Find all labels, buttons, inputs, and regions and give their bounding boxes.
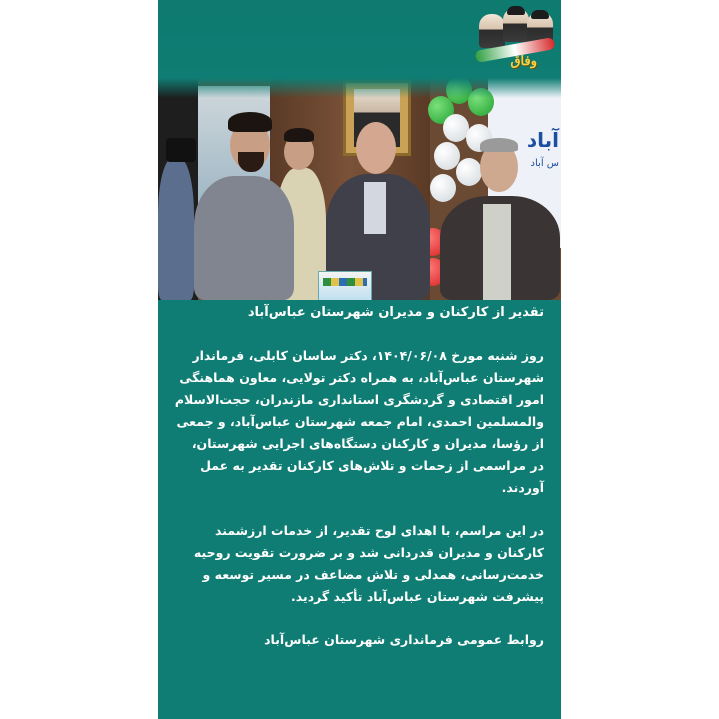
header-banner (158, 0, 561, 78)
balloon (430, 174, 456, 202)
brand-text: وفاق (510, 54, 537, 69)
portrait-center (503, 8, 529, 42)
article-paragraph: در این مراسم، با اهدای لوح تقدیر، از خدمات ارزشمند کارکنان و مدیران قدردانی شد و بر ضرورت تقویت روحیه خدمت‌رسانی، همدلی و تلاش مضاعف در مسیر توسعه و پیشرفت شهرستان عباس‌آباد تأکید گردید. (193, 523, 544, 604)
banner-text: آباد (526, 128, 559, 152)
article-text (174, 302, 544, 651)
photographer (158, 158, 194, 300)
article-paragraph: روز شنبه مورخ ۱۴۰۴/۰۶/۰۸، دکتر ساسان کابلی، فرماندار شهرستان عباس‌آباد، به همراه دکتر تولایی، معاون هماهنگی امور اقتصادی و گردشگری استانداری مازندران، حجت‌الاسلام والمسلمین احمدی، امام جمعه شهرستان عباس‌آباد، و جمعی از رؤسا، مدیران و کارکنان دستگاه‌های اجرایی شهرستان، در مراسمی از زحمات و تلاش‌های کارکنان تقدیر به عمل آوردند. (174, 348, 544, 495)
balloon (456, 158, 482, 186)
banner-subtext: س آباد (530, 158, 559, 169)
article-signature: روابط عمومی فرمانداری شهرستان عباس‌آباد (264, 632, 544, 647)
story-card (158, 0, 561, 719)
leaders-logo (475, 4, 557, 74)
appreciation-plaque (318, 271, 372, 300)
camera-icon (166, 138, 196, 162)
recipient (194, 176, 294, 300)
ceremony-photo (158, 78, 561, 300)
article-title: تقدیر از کارکنان و مدیران شهرستان عباس‌آباد (247, 305, 544, 320)
portrait-left (479, 14, 505, 48)
